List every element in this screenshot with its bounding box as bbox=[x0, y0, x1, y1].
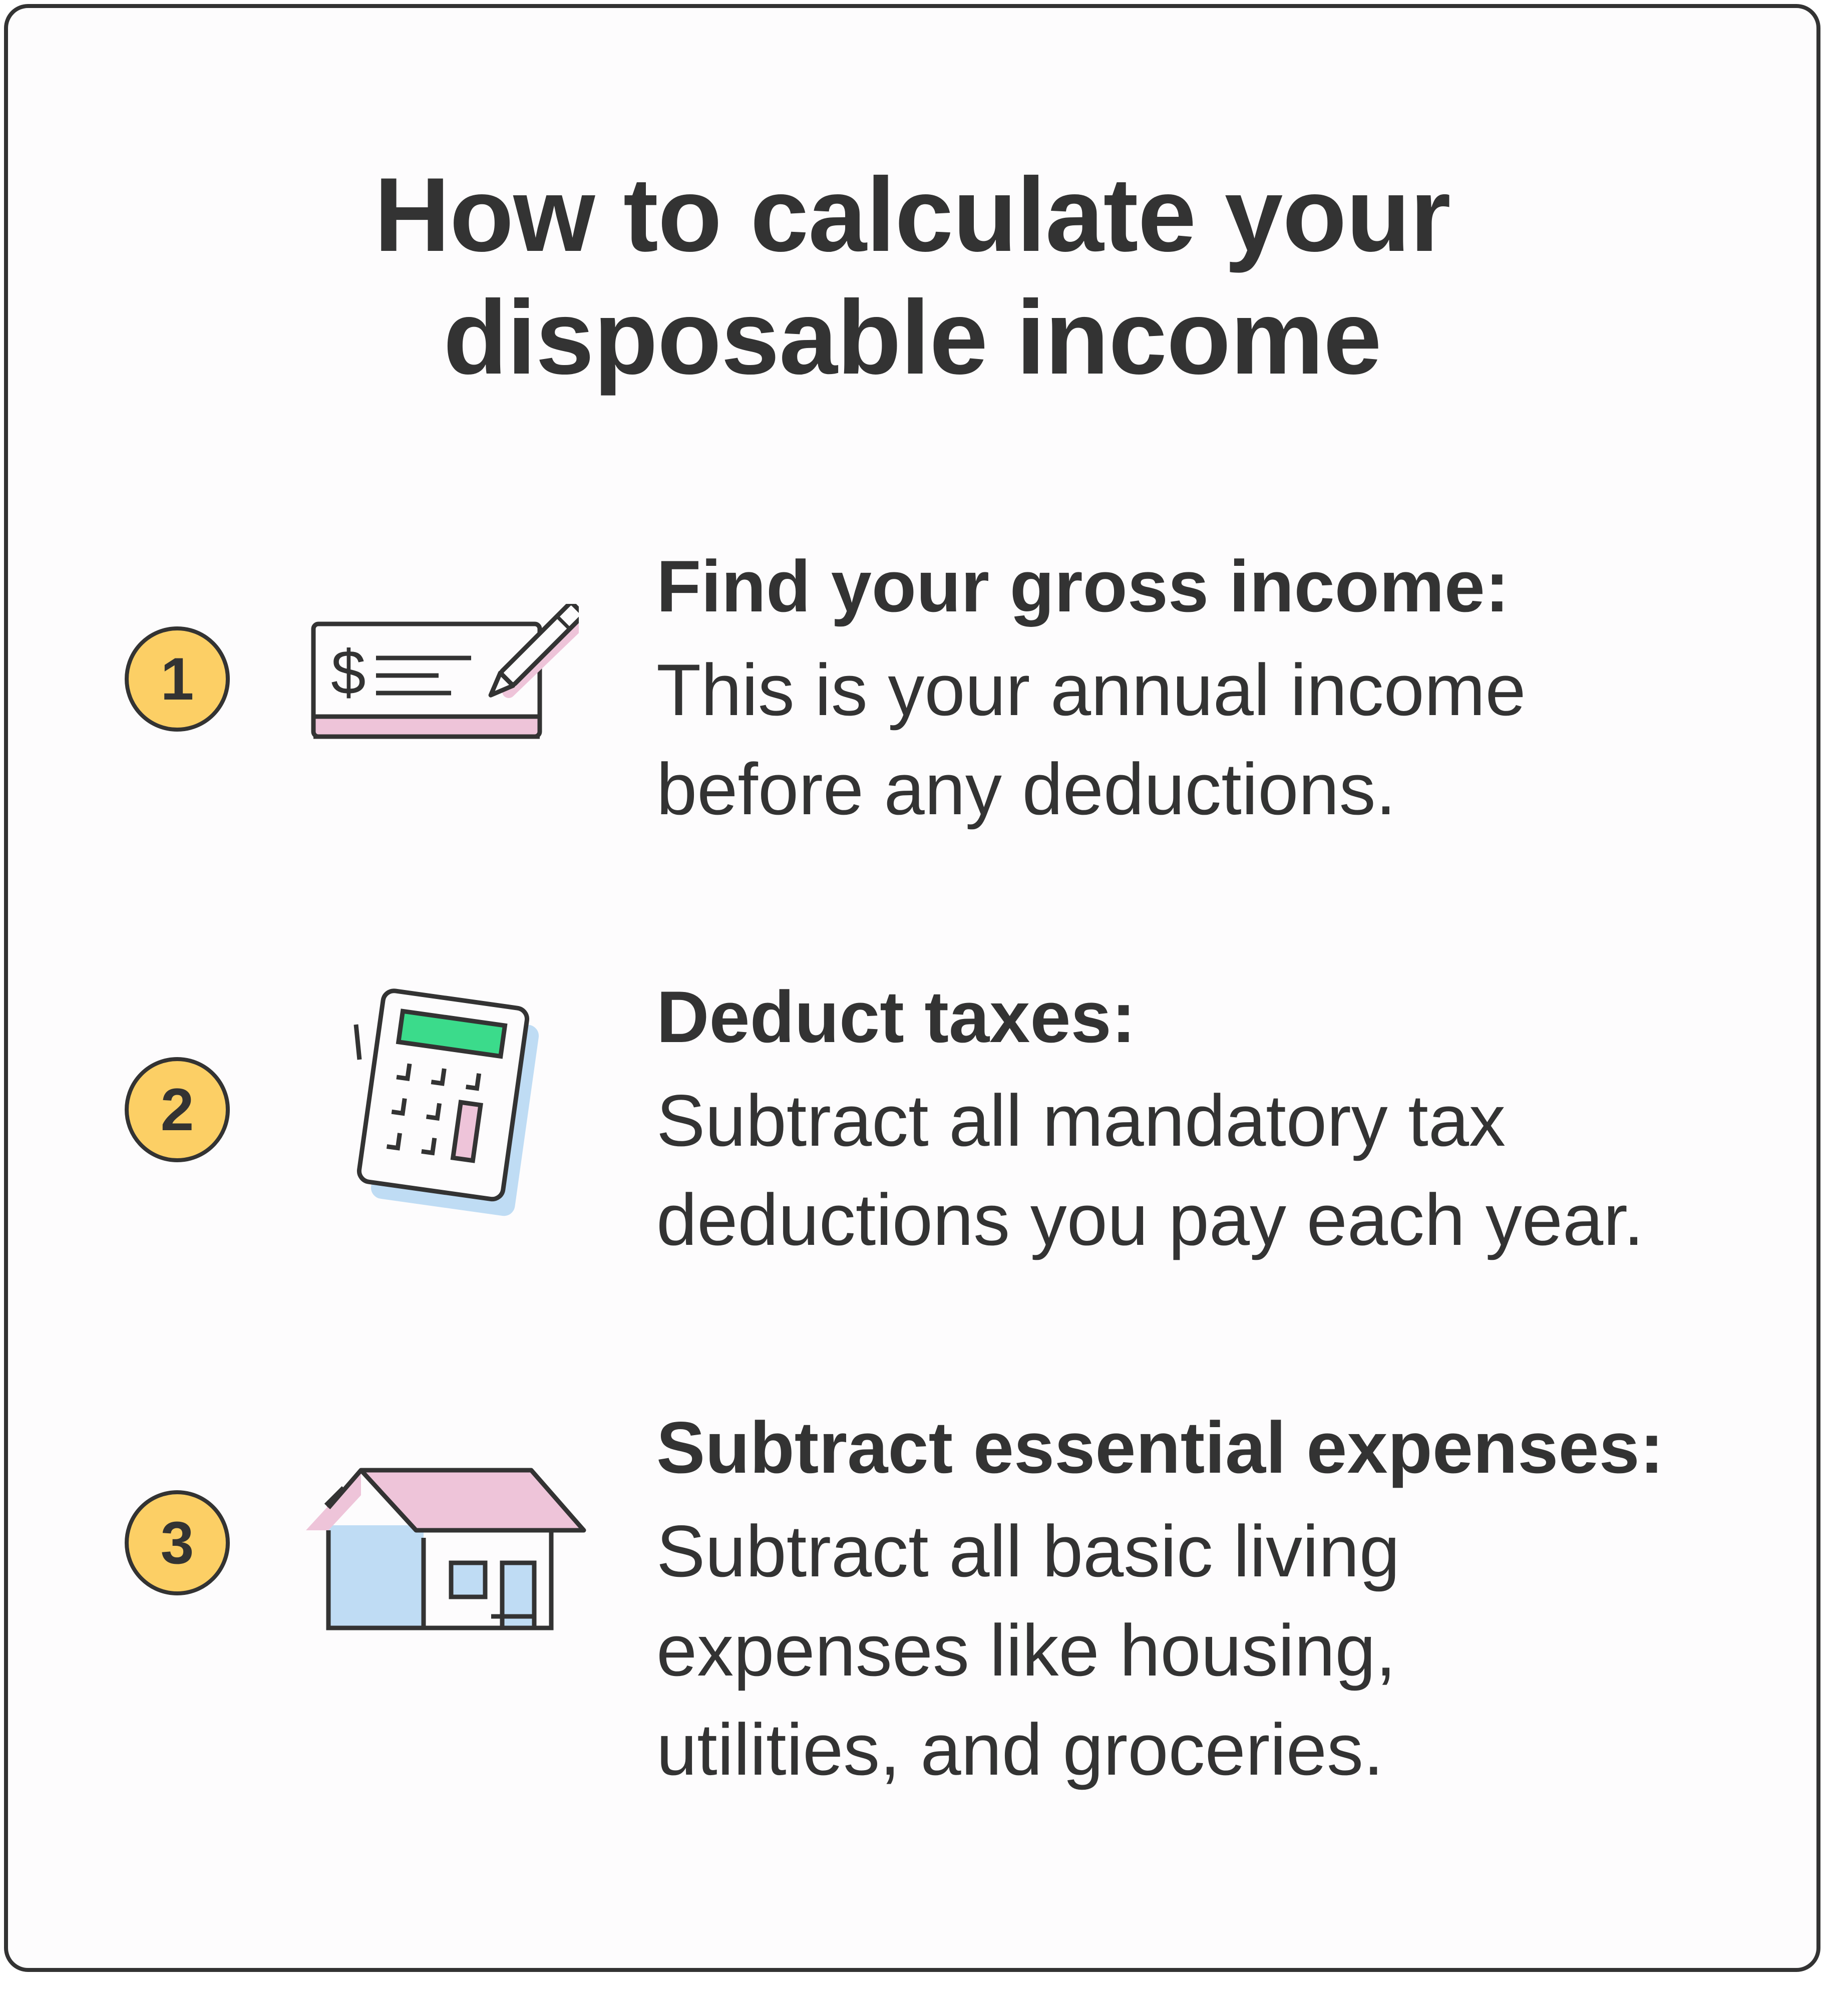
title-line-1: How to calculate your bbox=[374, 156, 1450, 273]
house-icon bbox=[301, 1455, 591, 1640]
title-line-2: disposable income bbox=[443, 278, 1381, 396]
page-title bbox=[8, 153, 1816, 399]
svg-text:$: $ bbox=[331, 638, 366, 708]
calculator-icon bbox=[343, 984, 554, 1235]
step-description bbox=[656, 640, 1783, 839]
step-description bbox=[656, 1071, 1783, 1269]
step-number-badge: 1 bbox=[125, 626, 230, 732]
description-line: deductions you pay each year. bbox=[656, 1179, 1644, 1260]
step-description bbox=[656, 1502, 1783, 1799]
step-heading: Subtract essential expenses: bbox=[656, 1407, 1664, 1488]
description-line: This is your annual income bbox=[656, 649, 1526, 731]
description-line: Subtract all basic living bbox=[656, 1510, 1400, 1592]
description-line: expenses like housing, bbox=[656, 1609, 1396, 1691]
description-line: Subtract all mandatory tax bbox=[656, 1080, 1506, 1161]
infographic-card bbox=[4, 4, 1820, 1972]
step-3-text bbox=[656, 1398, 1783, 1799]
description-line: before any deductions. bbox=[656, 748, 1396, 830]
step-heading: Deduct taxes: bbox=[656, 976, 1136, 1058]
step-number-badge: 3 bbox=[125, 1490, 230, 1595]
step-heading: Find your gross income: bbox=[656, 545, 1510, 627]
step-1-text bbox=[656, 536, 1783, 839]
check-icon bbox=[288, 604, 579, 764]
step-number-badge: 2 bbox=[125, 1057, 230, 1162]
description-line: utilities, and groceries. bbox=[656, 1709, 1384, 1790]
step-2-text bbox=[656, 967, 1783, 1269]
